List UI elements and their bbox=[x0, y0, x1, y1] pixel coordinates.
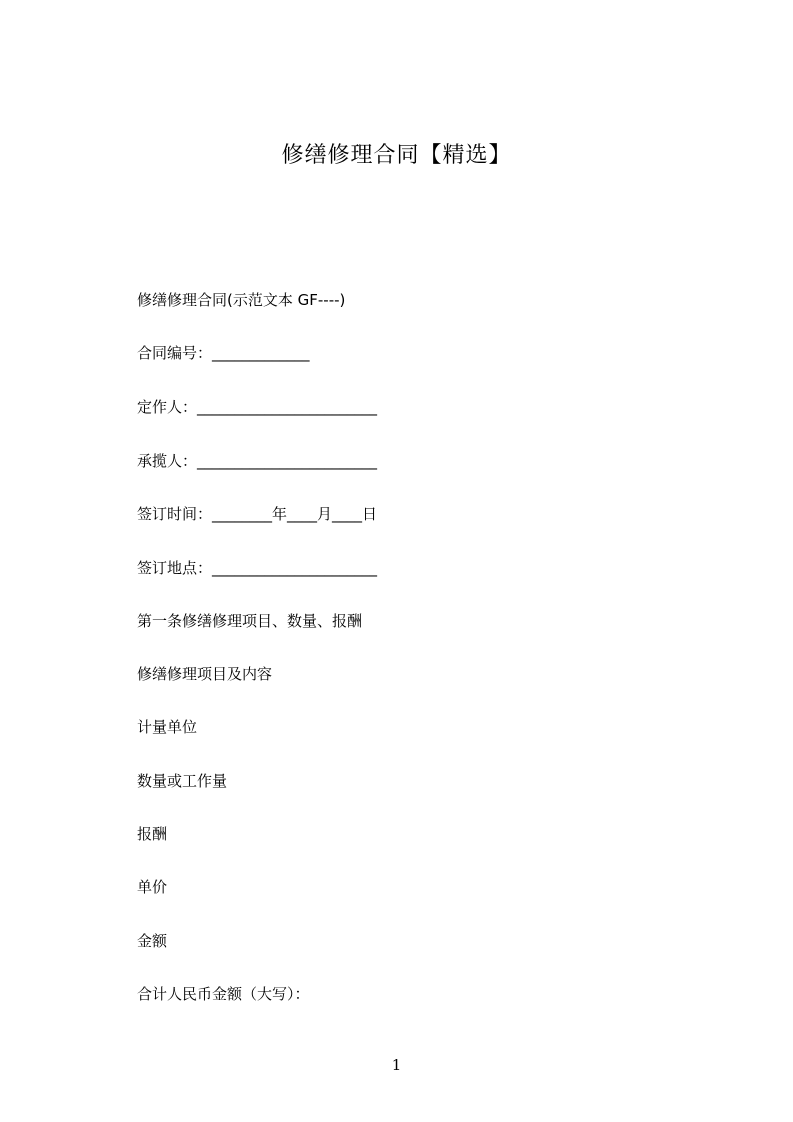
amount-label: 金额 bbox=[137, 932, 168, 950]
contract-number-line: 合同编号：_____________ bbox=[137, 344, 310, 362]
remuneration-label: 报酬 bbox=[137, 825, 168, 843]
signing-date-line: 签订时间：________年____月____日 bbox=[137, 505, 378, 523]
repair-items-label: 修缮修理项目及内容 bbox=[137, 665, 273, 683]
orderer-line: 定作人：________________________ bbox=[137, 398, 378, 416]
contract-subtitle-line: 修缮修理合同(示范文本 GF----) bbox=[137, 291, 346, 309]
contractor-line: 承揽人：________________________ bbox=[137, 452, 378, 470]
unit-price-label: 单价 bbox=[137, 878, 168, 896]
total-amount-label: 合计人民币金额（大写）： bbox=[137, 985, 310, 1003]
document-title: 修缮修理合同【精选】 bbox=[281, 143, 512, 168]
quantity-label: 数量或工作量 bbox=[137, 772, 228, 790]
article-one-heading: 第一条修缮修理项目、数量、报酬 bbox=[137, 612, 363, 630]
unit-label: 计量单位 bbox=[137, 718, 198, 736]
signing-place-line: 签订地点：______________________ bbox=[137, 559, 378, 577]
page-number: 1 bbox=[391, 1056, 402, 1074]
